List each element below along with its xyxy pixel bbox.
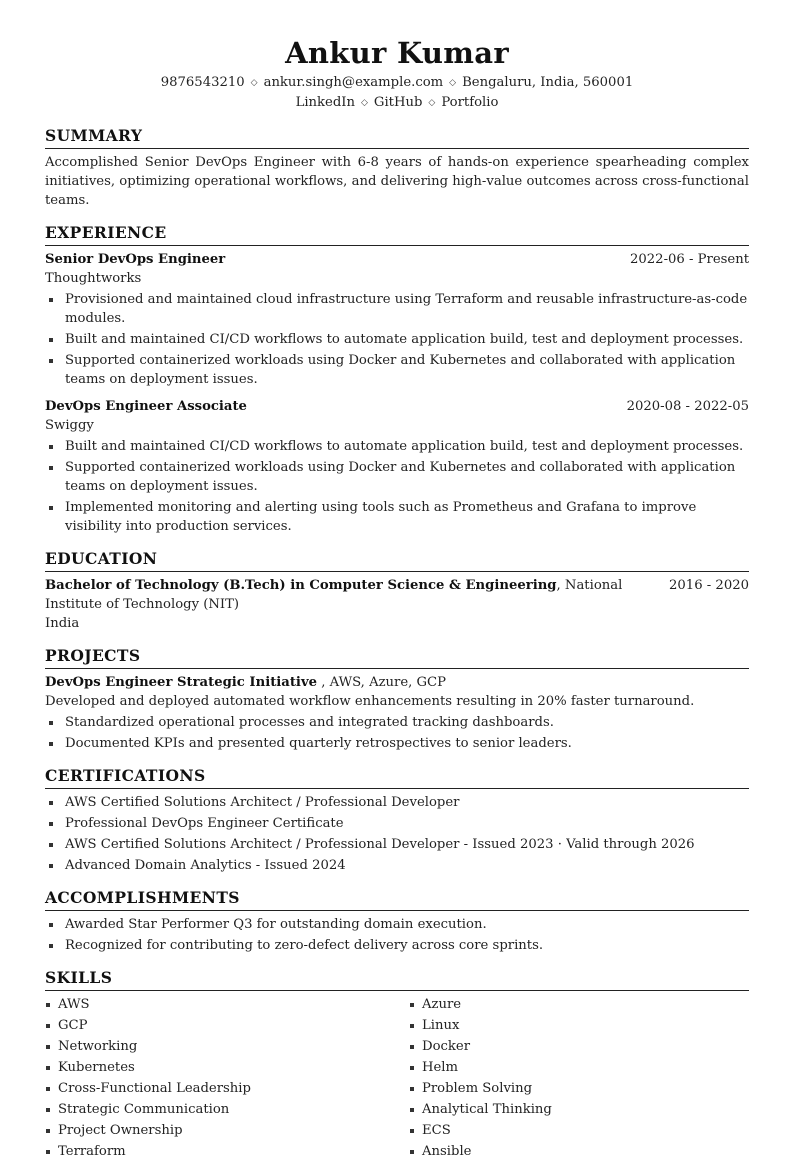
- skill-item: Azure: [409, 995, 749, 1014]
- accomplishment-list: [45, 915, 749, 955]
- job-bullets: [45, 437, 749, 536]
- skill-item: AWS: [45, 995, 409, 1014]
- skill-item: Kubernetes: [45, 1058, 409, 1077]
- email-address[interactable]: ankur.singh@example.com: [263, 75, 444, 90]
- list-item: Awarded Star Performer Q3 for outstanding domain execution.: [45, 915, 749, 934]
- experience-section: [45, 223, 749, 536]
- job-company: Swiggy: [45, 418, 94, 433]
- links-line: [45, 93, 749, 113]
- summary-section: [45, 126, 749, 210]
- section-title: ACCOMPLISHMENTS: [45, 888, 749, 911]
- list-item: Supported containerized workloads using Docker and Kubernetes and collaborated with application teams on deployment issues.: [45, 458, 749, 496]
- institution-name: , National Institute of Technology (NIT): [45, 578, 623, 612]
- education-section: [45, 549, 749, 633]
- skill-item: Linux: [409, 1016, 749, 1035]
- certifications-section: [45, 766, 749, 875]
- job-company: Thoughtworks: [45, 271, 142, 286]
- separator-diamond-icon: ◇: [250, 78, 258, 88]
- job-role: DevOps Engineer Associate: [45, 399, 247, 414]
- education-dates: 2016 - 2020: [669, 578, 749, 593]
- degree-name: Bachelor of Technology (B.Tech) in Computer Science & Engineering: [45, 578, 557, 593]
- project-tech: , AWS, Azure, GCP: [317, 675, 447, 690]
- skill-item: Cross-Functional Leadership: [45, 1079, 409, 1098]
- section-title: SKILLS: [45, 968, 749, 991]
- job-entry: [45, 250, 749, 389]
- skill-item: Project Ownership: [45, 1121, 409, 1140]
- separator-diamond-icon: ◇: [428, 98, 436, 108]
- job-header: [45, 397, 749, 416]
- job-role: Senior DevOps Engineer: [45, 252, 226, 267]
- project-header: [45, 673, 749, 692]
- education-location: India: [45, 616, 80, 631]
- project-bullets: [45, 713, 749, 753]
- list-item: Supported containerized workloads using Docker and Kubernetes and collaborated with application teams on deployment issues.: [45, 351, 749, 389]
- section-title: SUMMARY: [45, 126, 749, 149]
- job-header: [45, 250, 749, 269]
- contact-line: [45, 73, 749, 93]
- list-item: Built and maintained CI/CD workflows to automate application build, test and deployment processes.: [45, 330, 749, 349]
- accomplishments-section: [45, 888, 749, 955]
- skill-item: Analytical Thinking: [409, 1100, 749, 1119]
- skill-item: Networking: [45, 1037, 409, 1056]
- portfolio-link[interactable]: Portfolio: [441, 95, 499, 110]
- separator-diamond-icon: ◇: [449, 78, 457, 88]
- skills-grid: [45, 995, 749, 1161]
- section-title: EXPERIENCE: [45, 223, 749, 246]
- education-entry: [45, 576, 749, 633]
- github-link[interactable]: GitHub: [373, 95, 423, 110]
- skill-item: Docker: [409, 1037, 749, 1056]
- linkedin-link[interactable]: LinkedIn: [295, 95, 355, 110]
- section-title: PROJECTS: [45, 646, 749, 669]
- project-name: DevOps Engineer Strategic Initiative: [45, 675, 317, 690]
- list-item: Standardized operational processes and integrated tracking dashboards.: [45, 713, 749, 732]
- list-item: Advanced Domain Analytics - Issued 2024: [45, 856, 749, 875]
- skill-item: Ansible: [409, 1142, 749, 1161]
- list-item: AWS Certified Solutions Architect / Professional Developer: [45, 793, 749, 812]
- skill-item: Problem Solving: [409, 1079, 749, 1098]
- list-item: Documented KPIs and presented quarterly retrospectives to senior leaders.: [45, 734, 749, 753]
- skills-section: [45, 968, 749, 1161]
- resume-page: [45, 34, 749, 1161]
- job-bullets: [45, 290, 749, 389]
- project-description: Developed and deployed automated workflow enhancements resulting in 20% faster turnaround.: [45, 694, 695, 709]
- location-text: Bengaluru, India, 560001: [462, 75, 634, 90]
- skill-item: GCP: [45, 1016, 409, 1035]
- section-title: EDUCATION: [45, 549, 749, 572]
- job-entry: [45, 397, 749, 536]
- skill-item: Terraform: [45, 1142, 409, 1161]
- list-item: Recognized for contributing to zero-defect delivery across core sprints.: [45, 936, 749, 955]
- skill-item: Strategic Communication: [45, 1100, 409, 1119]
- list-item: Built and maintained CI/CD workflows to automate application build, test and deployment processes.: [45, 437, 749, 456]
- summary-text: Accomplished Senior DevOps Engineer with 6-8 years of hands-on experience spearheading complex initiatives, optimizing operational workflows, and delivering high-value outcomes across cross-functional teams.: [45, 155, 749, 208]
- certification-list: [45, 793, 749, 875]
- list-item: Implemented monitoring and alerting using tools such as Prometheus and Grafana to improve visibility into production services.: [45, 498, 749, 536]
- list-item: Provisioned and maintained cloud infrastructure using Terraform and reusable infrastructure-as-code modules.: [45, 290, 749, 328]
- list-item: AWS Certified Solutions Architect / Professional Developer - Issued 2023 · Valid through 2026: [45, 835, 749, 854]
- job-dates: 2020-08 - 2022-05: [626, 399, 749, 414]
- projects-section: [45, 646, 749, 753]
- skill-item: ECS: [409, 1121, 749, 1140]
- list-item: Professional DevOps Engineer Certificate: [45, 814, 749, 833]
- candidate-name: Ankur Kumar: [285, 36, 509, 70]
- job-dates: 2022-06 - Present: [630, 252, 749, 267]
- phone-number: 9876543210: [160, 75, 245, 90]
- skill-item: Helm: [409, 1058, 749, 1077]
- education-details: [45, 576, 669, 633]
- section-title: CERTIFICATIONS: [45, 766, 749, 789]
- separator-diamond-icon: ◇: [361, 98, 368, 108]
